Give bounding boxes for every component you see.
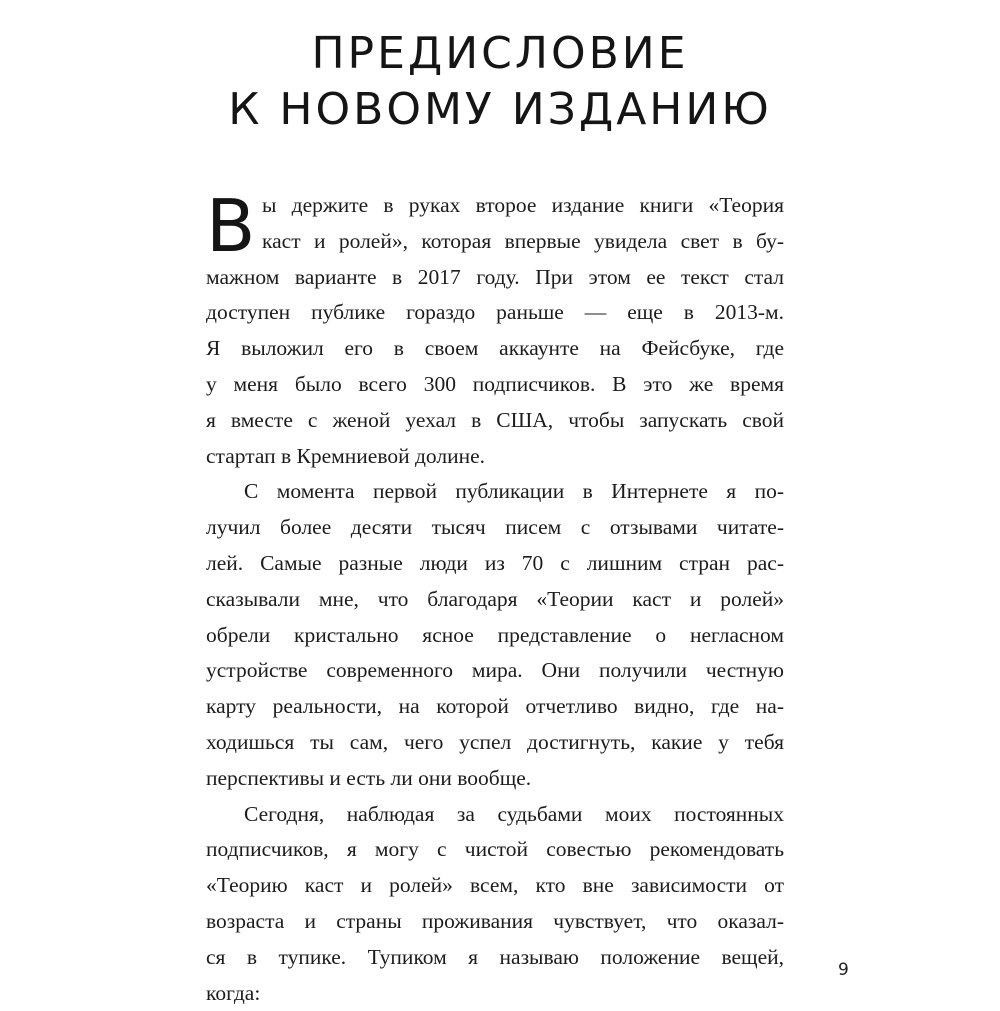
text-line: карту реальности, на которой отчетливо видно, где на- bbox=[206, 694, 784, 719]
body-text bbox=[206, 184, 784, 1011]
text-line: я вместе с женой уехал в США, чтобы запускать свой bbox=[206, 407, 784, 432]
text-line: перспективы и есть ли они вообще. bbox=[206, 765, 532, 790]
text-line: сказывали мне, что благодаря «Теории каст и ролей» bbox=[206, 586, 784, 611]
text-line: подписчиков, я могу с чистой совестью рекомендовать bbox=[206, 837, 784, 862]
text-line: каст и ролей», которая впервые увидела свет в бу- bbox=[262, 228, 784, 253]
text-line: мажном варианте в 2017 году. При этом ее текст стал bbox=[206, 264, 784, 289]
text-line: доступен публике гораздо раньше — еще в 2013-м. bbox=[206, 300, 784, 325]
text-line: «Теорию каст и ролей» всем, кто вне зависимости от bbox=[206, 873, 784, 898]
text-line: лучил более десяти тысяч писем с отзывами читате- bbox=[206, 515, 784, 540]
text-line: ся в тупике. Тупиком я называю положение вещей, bbox=[206, 944, 784, 969]
text-line: устройстве современного мира. Они получили честную bbox=[206, 658, 784, 683]
chapter-title bbox=[0, 26, 1000, 138]
paragraph-2 bbox=[206, 474, 784, 796]
chapter-title-line-1: ПРЕДИСЛОВИЕ bbox=[311, 28, 689, 79]
text-line: Я выложил его в своем аккаунте на Фейсбуке, где bbox=[206, 336, 784, 361]
text-line: возраста и страны проживания чувствует, что оказал- bbox=[206, 908, 784, 933]
chapter-title-line-2: К НОВОМУ ИЗДАНИЮ bbox=[228, 84, 772, 135]
text-line: стартап в Кремниевой долине. bbox=[206, 443, 486, 468]
text-line: Сегодня, наблюдая за судьбами моих постоянных bbox=[244, 801, 784, 826]
text-line: ходишься ты сам, чего успел достигнуть, какие у тебя bbox=[206, 729, 784, 754]
page-number: 9 bbox=[838, 960, 849, 980]
text-line: ы держите в руках второе издание книги «Теория bbox=[262, 193, 784, 217]
paragraph-1 bbox=[206, 184, 784, 474]
text-line: лей. Самые разные люди из 70 с лишним стран рас- bbox=[206, 550, 784, 575]
text-line: когда: bbox=[206, 980, 261, 1005]
text-line: у меня было всего 300 подписчиков. В это же время bbox=[206, 371, 784, 396]
text-line: обрели кристально ясное представление о негласном bbox=[206, 622, 784, 647]
text-line: С момента первой публикации в Интернете я по- bbox=[244, 479, 784, 504]
drop-cap: В bbox=[206, 184, 256, 268]
paragraph-3 bbox=[206, 797, 784, 1011]
